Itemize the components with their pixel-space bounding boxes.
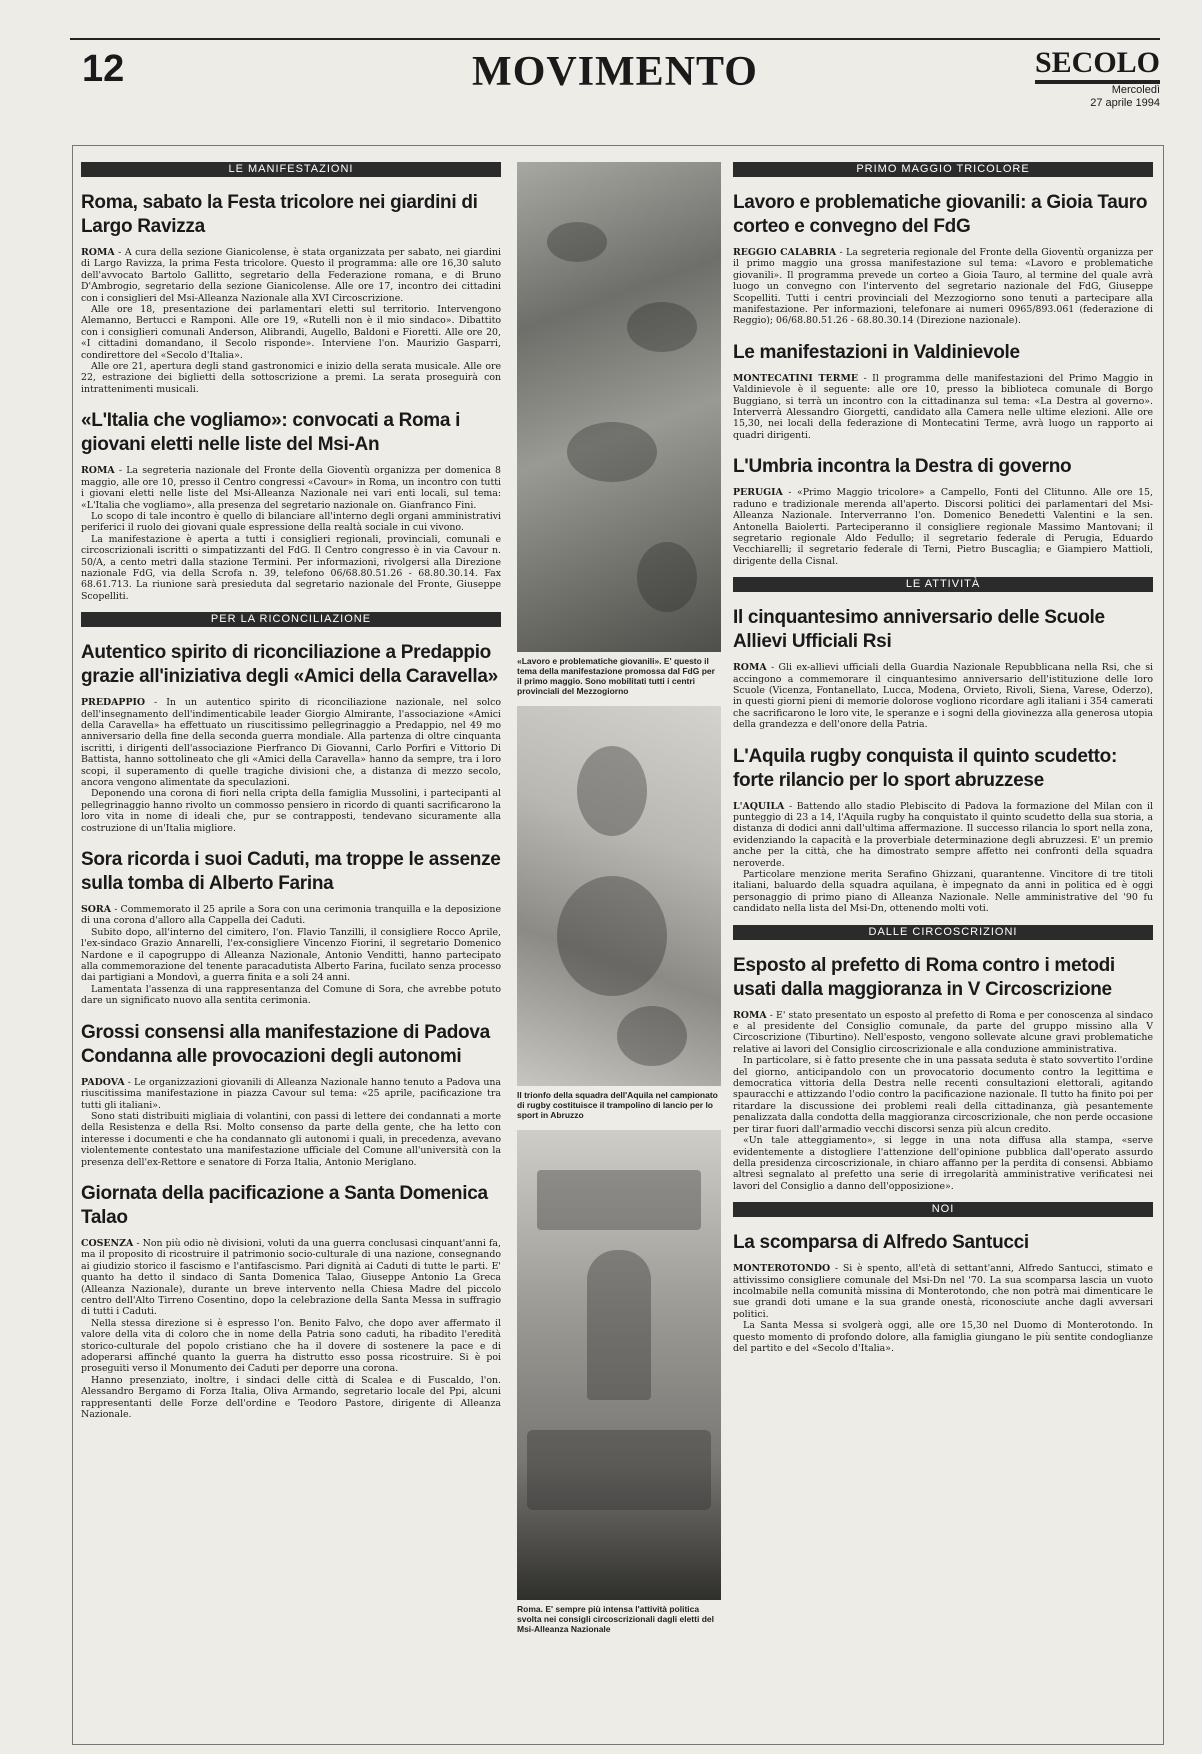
article-title: Il cinquantesimo anniversario delle Scuole Allievi Ufficiali Rsi [733,607,1105,653]
article-paragraph: «Un tale atteggiamento», si legge in una nota diffusa alla stampa, «serve evidentemente a distogliere l'attenzione dell'opinione pubblica dall'operato assurdo della presidenza circoscrizionale, in chiaro affanno per la perdita di consensi. Abbiamo altresì segnalato al prefetto una serie di irregolarità amministrative verificatesi nei lavori del Consiglio a danno dell'opposizione». [733,1135,1153,1192]
article [81,1182,501,1421]
article-title: La scomparsa di Alfredo Santucci [733,1232,1029,1254]
dateline: L'AQUILA [733,800,785,812]
article [81,1021,501,1168]
article [733,341,1153,441]
article [733,606,1153,730]
article [733,1231,1153,1354]
article-paragraph: REGGIO CALABRIA - La segreteria regionale del Fronte della Gioventù organizza per il primo maggio una grossa manifestazione sul tema: «Lavoro e problematiche giovanili». Il programma prevede un corteo a Gioia Tauro, al termine del quale avrà luogo un convegno con l'intervento del segretario nazionale del FdG, Giuseppe Scopelliti. Tutti i centri provinciali del Mezzogiorno sono tenuti a partecipare alla manifestazione. Per informazioni, telefonare ai numeri 0965/893.061 (federazione di Reggio); 06/68.80.51.26 - 68.80.30.14 (Direzione nazionale). [733,247,1153,327]
section-bar: PER LA RICONCILIAZIONE [81,612,501,627]
article-paragraph: In particolare, si è fatto presente che in una passata seduta è stato sovvertito l'ordine del giorno, anticipandolo con un provocatorio documento contro la legittima e democratica vittoria della Destra nelle recenti consultazioni elettorali, agitando spauracchi e attizzando l'odio contro la pacificazione nazionale. Il tutto ha finito poi per ritardare la discussione dei problemi reali della cittadinanza, già pesantemente penalizzata dalla condotta della maggioranza circoscrizionale, che non perde occasione per tirar fuori dall'armadio vecchi discorsi senza più alcun credito. [733,1055,1153,1135]
article-title: Autentico spirito di riconciliazione a Predappio grazie all'iniziativa degli «Amici della Caravella» [81,642,498,688]
right-column [733,162,1153,1364]
section-bar: LE ATTIVITÀ [733,577,1153,592]
article-paragraph: ROMA - Gli ex-allievi ufficiali della Guardia Nazionale Repubblicana nella Rsi, che si accingono a commemorare il cinquantesimo anniversario dell'istituzione delle loro Scuole (Vicenza, Fontanellato, Lucca, Modena, Orvieto, Rivoli, Siena, Varese, Oderzo), in questi giorni pieni di memorie dolorose vogliono ricordare agli italiani i 354 camerati che sacrificarono le loro vite, le speranze e i sogni della giovinezza alla generosa utopia della grandezza e dell'onore della Patria. [733,662,1153,731]
photo-rugby [517,706,721,1086]
article-paragraph: L'AQUILA - Battendo allo stadio Plebiscito di Padova la formazione del Milan con il punteggio di 23 a 14, l'Aquila rugby ha conquistato il quinto scudetto della sua storia, a distanza di dodici anni dall'ultima affermazione. Il successo rilancia lo sport nella zona, evidenziando la capacità e la proverbiale determinazione degli abruzzesi. E' un premio anche per la città, che ha dimostrato sempre affetto nei confronti della squadra neroverde. [733,800,1153,869]
content-frame [72,145,1164,1745]
dateline: COSENZA [81,1237,134,1249]
article [733,745,1153,915]
article-paragraph: ROMA - E' stato presentato un esposto al prefetto di Roma e per conoscenza al sindaco e al presidente del Consiglio comunale, da parte del gruppo missino alla V Circoscrizione (Tiburtino). Nell'esposto, vengono sollevate alcune gravi problematiche relative ai lavori del Consiglio circoscrizionale e alla conduzione amministrativa. [733,1009,1153,1055]
dateline: ROMA [81,247,115,258]
paper-logo [1035,46,1160,110]
article-paragraph: COSENZA - Non più odio nè divisioni, voluti da una guerra conclusasi cinquant'anni fa, ma il proposito di ricostruire il patrimonio socio-culturale di una nazione, consegnando ai giudizio storico il fascismo e l'antifascismo. Pari dignità ai Caduti di tutte le parti. E' quanto ha detto il sindaco di Santa Domenica Talao, Giuseppe Antonio La Greca (Alleanza Nazionale), durante un breve intervento nella Chiesa Madre del piccolo centro dell'Alto Tirreno Cosentino, dopo la celebrazione della Santa Messa in suffragio di tutti i Caduti. [81,1237,501,1318]
photo-caption: Roma. E' sempre più intensa l'attività politica svolta nei consigli circoscrizionali dagli eletti del Msi-Alleanza Nazionale [517,1604,714,1634]
dateline: ROMA [733,1009,767,1021]
article-title: Esposto al prefetto di Roma contro i metodi usati dalla maggioranza in V Circoscrizione [733,954,1115,1000]
article-paragraph: Lamentata l'assenza di una rappresentanza del Comune di Sora, che avrebbe potuto dare un significato nuovo alla sentita cerimonia. [81,983,501,1007]
article-paragraph: PADOVA - Le organizzazioni giovanili di Alleanza Nazionale hanno tenuto a Padova una riuscitissima manifestazione in piazza Cavour sul tema: «25 aprile, pacificazione tra tutti gli italiani». [81,1076,501,1111]
dateline: PREDAPPIO [81,697,146,709]
article [733,191,1153,327]
article-paragraph: PERUGIA - «Primo Maggio tricolore» a Campello, Fonti del Clitunno. Alle ore 15, raduno e tradizionale merenda all'aperto. Discorsi politici dei parlamentari del Msi-Alleanza Nazionale. Interverranno l'on. Domenico Benedetti Valentini e la sen. Antonella Baiolетti. Parteciperanno il consigliere regionale Massimo Mantovani; il segretario regionale Aldo Fedullo; il segretario federale di Perugia, Eduardo Vecchiarelli; il segretario federale di Terni, Pietro Buscaglia; e Giampiero Mattioli, dirigente della Cisnal. [733,487,1153,567]
article-paragraph: La manifestazione è aperta a tutti i consiglieri regionali, provinciali, comunali e circoscrizionali iscritti o simpatizzanti del FdG. Il Centro congresso è in via Cavour n. 50/A, a cento metri dalla stazione Termini. Per informazioni, rivolgersi alla Direzione nazionale FdG, via della Scrofa n. 39, telefono 06/68.80.51.26 - 68.80.30.14. Fax 68.61.713. La riunione sarà presieduta dal segretario nazionale del Fronte, Giuseppe Scopelliti. [81,533,501,602]
article-paragraph: La Santa Messa si svolgerà oggi, alle ore 15,30 nel Duomo di Monterotondo. In questo momento di profondo dolore, alla famiglia giungano le più sentite condoglianze del partito e del «Secolo d'Italia». [733,1320,1153,1354]
section-title: MOVIMENTO [472,49,758,95]
article-paragraph: Lo scopo di tale incontro è quello di bilanciare all'interno degli organi amministrativi periferici il ruolo dei giovani quale espressione della realtà sociale in cui vivono. [81,510,501,534]
article-paragraph: Alle ore 21, apertura degli stand gastronomici e inizio della serata musicale. Alle ore 22, estrazione dei biglietti della sottoscrizione a premi. La serata proseguirà con intrattenimenti musicali. [81,361,501,395]
dateline: ROMA [81,465,115,477]
article [81,191,501,395]
photo-demonstration [517,162,721,652]
article-paragraph: SORA - Commemorato il 25 aprile a Sora con una cerimonia tranquilla e la deposizione di una corona d'alloro alla Cappella dei Caduti. [81,904,501,927]
section-bar: LE MANIFESTAZIONI [81,162,501,177]
dateline: REGGIO CALABRIA [733,247,837,258]
article-title: Grossi consensi alla manifestazione di Padova Condanna alle provocazioni degli autonomi [81,1021,490,1067]
article-title: Roma, sabato la Festa tricolore nei giardini di Largo Ravizza [81,192,478,237]
article-paragraph: PREDAPPIO - In un autentico spirito di riconciliazione nazionale, nel solco dell'insegnamento dell'indimenticabile leader Giorgio Almirante, l'associazione «Amici della Caravella» ha effettuato un riuscitissimo pellegrinaggio a Predappio, nel 49 mo anniversario della fine della seconda guerra mondiale. Alla partenza di oltre cinquanta iscritti, i dirigenti dell'associazione Pierfranco Di Giovanni, Carlo Porfiri e Vittorio Di Battista, hanno sottolineato che gli «Amici della Caravella» hanno da sempre, tra i loro scopi, il superamento di quelle tragiche divisioni che, a distanza di mezzo secolo, ancora vengono alimentate da speculazioni. [81,697,501,788]
dateline: MONTEROTONDO [733,1263,831,1275]
paper-date: 27 aprile 1994 [1090,97,1160,109]
photo-column [517,162,721,1644]
article [733,455,1153,567]
dateline: PADOVA [81,1076,125,1088]
section-bar: DALLE CIRCOSCRIZIONI [733,925,1153,940]
paper-name: SECOLO [1035,46,1160,84]
article [81,409,501,602]
article-title: «L'Italia che vogliamo»: convocati a Roma i giovani eletti nelle liste del Msi-An [81,410,461,456]
article-title: Sora ricorda i suoi Caduti, ma troppe le assenze sulla tomba di Alberto Farina [81,849,501,895]
dateline: MONTECATINI TERME [733,372,858,384]
article [81,848,501,1007]
article [733,954,1153,1193]
article-title: Giornata della pacificazione a Santa Domenica Talao [81,1182,488,1228]
dateline: SORA [81,904,112,916]
dateline: ROMA [733,662,767,674]
article-paragraph: Particolare menzione merita Serafino Ghizzani, quarantenne. Vincitore di tre titoli italiani, baluardo della squadra aquilana, è impegnato da anni in politica ed è oggi personaggio di primo piano di Alleanza Nazionale. Nelle amministrative del '90 fu candidato nella lista del Msi-Dn, ottenendo molti voti. [733,869,1153,915]
article-title: L'Umbria incontra la Destra di governo [733,456,1072,478]
article-paragraph: ROMA - A cura della sezione Gianicolense, è stata organizzata per sabato, nei giardini di Largo Ravizza, la prima Festa tricolore. Questo il programma: alle ore 16,30 saluto dell'avvocato Bartolo Gallitto, segretario della Federazione romana, e di Bruno D'Ambrogio, segretario della sezione Gianicolense. Alle ore 17, incontro dei cittadini con i consiglieri del Msi-Alleanza Nazionale alla XVI Circoscrizione. [81,247,501,304]
article-title: Le manifestazioni in Valdinievole [733,341,1020,363]
article-paragraph: ROMA - La segreteria nazionale del Fronte della Gioventù organizza per domenica 8 maggio, alle ore 10, presso il Centro congressi «Cavour» in Roma, un incontro con tutti i giovani eletti nelle liste del Msi-Alleanza Nazionale nei vari enti locali, sul tema: «L'Italia che vogliamo», alla presenza del segretario nazionale on. Gianfranco Fini. [81,465,501,511]
masthead [70,38,1160,130]
article-title: Lavoro e problematiche giovanili: a Gioia Tauro corteo e convegno del FdG [733,192,1148,237]
article-paragraph: MONTECATINI TERME - Il programma delle manifestazioni del Primo Maggio in Valdinievole è il seguente: alle ore 10, presso la biblioteca comunale di Borgo Buggiano, si terrà un incontro con la cittadinanza sul tema: «La Destra al governo». Interverrà Alessandro Giorgetti, candidato alla Camera nelle ultime elezioni. Alle ore 15,30, nei locali della federazione di Montecatini Terme, avrà luogo un rapporto ai quadri dirigenti. [733,372,1153,441]
dateline: PERUGIA [733,487,783,499]
photo-trevi-fountain [517,1130,721,1600]
page-number: 12 [82,48,125,90]
article-paragraph: Deponendo una corona di fiori nella cripta della famiglia Mussolini, i partecipanti al pellegrinaggio hanno rivolto un commosso pensiero in ricordo di quanti sacrificarono la loro vita in nome di ideali che, pur se contrapposti, tendevano sicuramente alla costruzione di un'Italia migliore. [81,788,501,834]
article-paragraph: Nella stessa direzione si è espresso l'on. Benito Falvo, che dopo aver affermato il valore della vita di coloro che in nome della Patria sono caduti, ha ribadito l'eredità storico-culturale del popolo cristiano che ha il dovere di sostenere la pace e di adoperarsi affinché quanto la guerra ha distrutto esso possa ricostruire. Si è poi proseguiti verso il Monumento dei Caduti per deporre una corona. [81,1317,501,1375]
article-paragraph: Subito dopo, all'interno del cimitero, l'on. Flavio Tanzilli, il consigliere Rocco Aprile, l'ex-sindaco Grazio Annarelli, l'ex-consigliere Vincenzo Fiorini, il segretario Domenico Nardone e il capogruppo di Alleanza Nazionale, Antonio Venditti, hanno partecipato alla commemorazione del tenente paracadutista Alberto Farina, fucilato senza processo dai partigiani a Mondovì, a guerra finita e a soli 24 anni. [81,926,501,984]
article-paragraph: Alle ore 18, presentazione dei parlamentari eletti sul territorio. Intervengono Alemanno, Bertucci e Ramponi. Alle ore 19, «Rutelli non è il mio sindaco». Dibattito con i consiglieri comunali Anderson, Alibrandi, Augello, Baldoni e Fioretti. Alle ore 20, «I cittadini domandano, il Secolo risponde». Interviene l'on. Maurizio Gasparri, condirettore del «Secolo d'Italia». [81,304,501,361]
section-bar: PRIMO MAGGIO TRICOLORE [733,162,1153,177]
article-paragraph: Hanno presenziato, inoltre, i sindaci delle città di Scalea e di Fuscaldo, l'on. Alessandro Bergamo di Forza Italia, Oliva Armando, segretario locale del Ppi, alcuni rappresentanti delle Forze dell'ordine e Teodoro Pastore, dirigente di Alleanza Nazionale. [81,1374,501,1421]
left-column [81,162,501,1430]
article-paragraph: Sono stati distribuiti migliaia di volantini, con passi di lettere dei condannati a morte della Resistenza e della Rsi. Molto consenso da parte della gente, che ha letto con interesse i documenti e che ha condannato gli autonomi i quali, in precedenza, avevano violentemente contestato una manifestazione ufficiale del Comune all'università con la presenza dell'ex-Rettore e senatore di Forza Italia, Antonio Meriglano. [81,1110,501,1168]
photo-caption: Il trionfo della squadra dell'Aquila nel campionato di rugby costituisce il trampolino di lancio per lo sport in Abruzzo [517,1090,718,1120]
article-paragraph: MONTEROTONDO - Si è spento, all'età di settant'anni, Alfredo Santucci, stimato e attivissimo consigliere comunale del Msi-Dn nel '70. La sua scomparsa lascia un vuoto incolmabile nella comunità missina di Monterotondo, che non potrà mai dimenticare le sue grandi doti umane e la sua grande onestà, riconosciute anche dagli avversari politici. [733,1263,1153,1320]
paper-day: Mercoledì [1111,84,1160,96]
photo-caption: «Lavoro e problematiche giovanili». E' questo il tema della manifestazione promossa dal FdG per il primo maggio. Sono mobilitati tutti i centri provinciali del Mezzogiorno [517,656,715,696]
section-bar: NOI [733,1202,1153,1217]
article [81,641,501,834]
article-title: L'Aquila rugby conquista il quinto scudetto: forte rilancio per lo sport abruzzese [733,745,1117,791]
